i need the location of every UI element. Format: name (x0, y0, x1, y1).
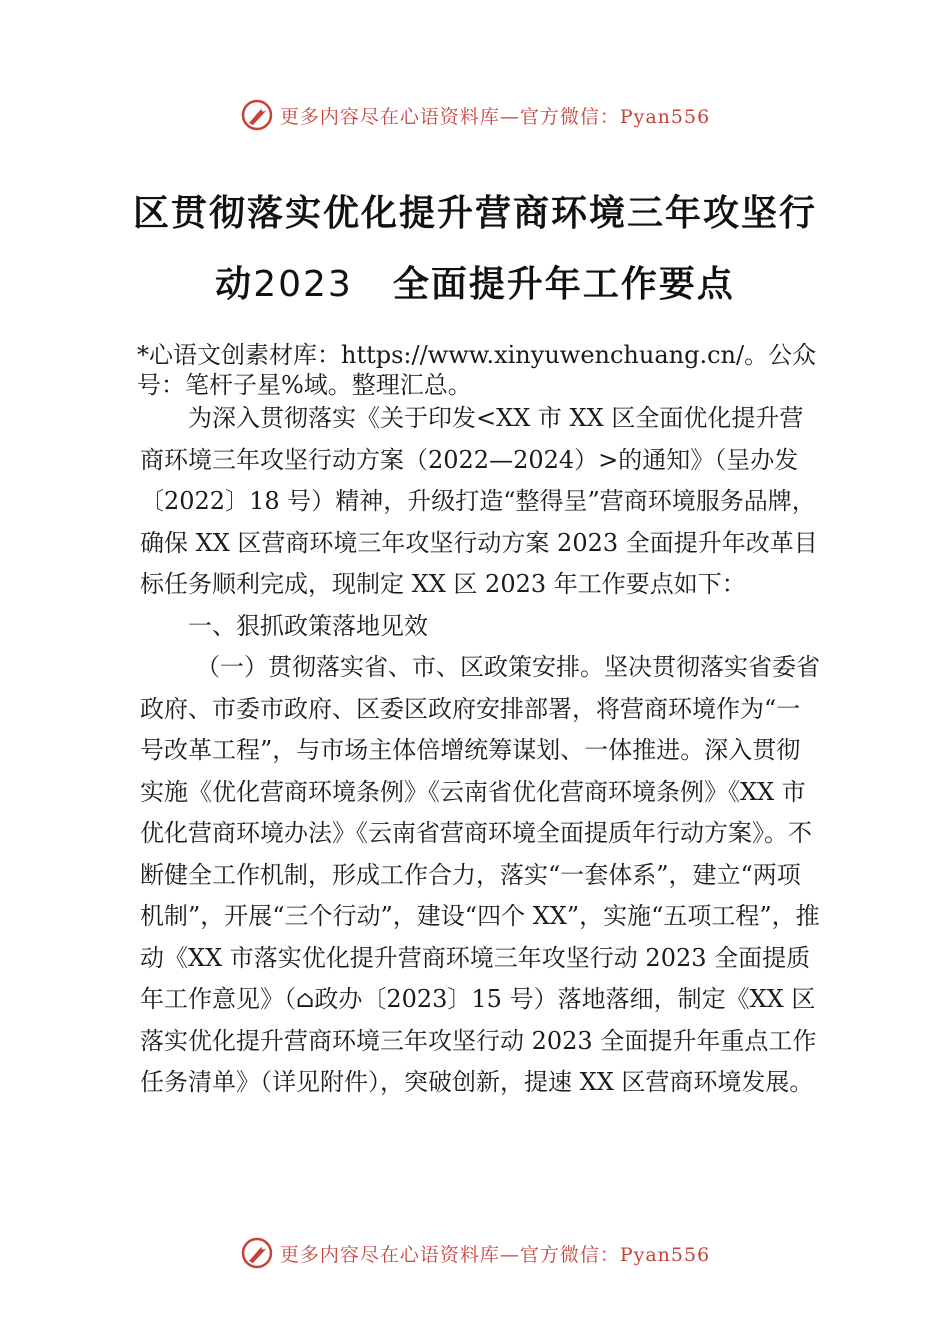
section-heading: 一、狠抓政策落地见效 (188, 611, 428, 640)
pen-nib-logo-icon (240, 1236, 274, 1270)
document-body (140, 398, 820, 1104)
title-line2-prefix: 动 (215, 264, 254, 305)
document-title-line1: 区贯彻落实优化提升营商环境三年攻坚行 (132, 193, 817, 234)
title-year: 2023 (253, 264, 353, 305)
body-paragraph: （一）贯彻落实省、市、区政策安排。坚决贯彻落实省委省政府、市委市政府、区委区政府安排部署，将营商环境作为“一号改革工程”，与市场主体倍增统筹谋划、一体推进。深入贯彻实施《优化营商环境条例》《云南省优化营商环境条例》《XX 市优化营商环境办法》《云南省营商环境全面提质年行动方案》。不断健全工作机制，形成工作合力，落实“一套体系”，建立“两项机制”，开展“三个行动”，建设“四个 XX”，实施“五项工程”，推动《XX 市落实优化提升营商环境三年攻坚行动 2023 全面提质年工作意见》（⌂政办〔2023〕15 号）落地落细，制定《XX 区落实优化提升营商环境三年攻坚行动 2023 全面提升年重点工作任务清单》（详见附件），突破创新，提速 XX 区营商环境发展。 (140, 653, 820, 1096)
watermark-text: 更多内容尽在心语资料库—官方微信：Pyan556 (279, 105, 711, 128)
intro-paragraph: 为深入贯彻落实《关于印发<XX 市 XX 区全面优化提升营商环境三年攻坚行动方案（2022—2024）>的通知》（呈办发〔2022〕18 号）精神，升级打造“整得呈”营商环境服务品牌，确保 XX 区营商环境三年攻坚行动方案 2023 全面提升年改革目标任务顺利完成，现制定 XX 区 2023 年工作要点如下： (140, 404, 818, 598)
footer-watermark-banner (0, 1233, 950, 1273)
watermark-text: 更多内容尽在心语资料库—官方微信：Pyan556 (279, 1243, 711, 1266)
document-title-line2 (0, 256, 950, 307)
source-note: *心语文创素材库：https://www.xinyuwenchuang.cn/。公众号：笔杆子星%域。整理汇总。 (137, 341, 817, 399)
header-watermark-banner (0, 95, 950, 135)
title-line2-rest: 全面提升年工作要点 (392, 264, 735, 305)
pen-nib-logo-icon (240, 98, 274, 132)
